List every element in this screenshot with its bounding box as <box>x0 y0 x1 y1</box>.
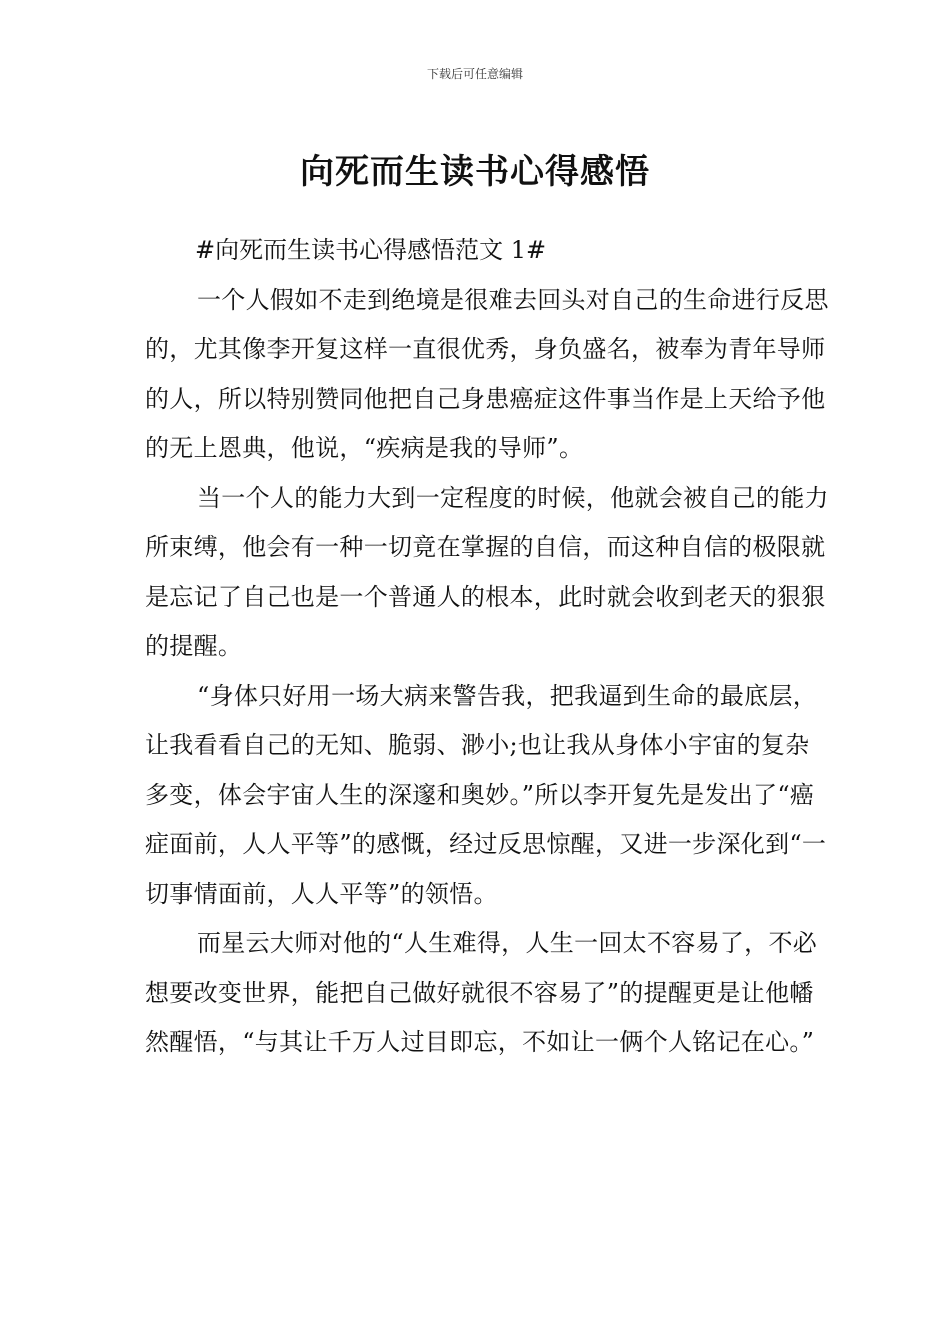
document-title: 向死而生读书心得感悟 <box>300 151 650 192</box>
header-note: 下载后可任意编辑 <box>426 67 523 81</box>
section-heading: #向死而生读书心得感悟范文 1# <box>195 236 547 264</box>
document-body <box>145 226 829 1068</box>
paragraph-2: 当一个人的能力大到一定程度的时候，他就会被自己的能力所束缚，他会有一种一切竟在掌握的自信，而这种自信的极限就是忘记了自己也是一个普通人的根本，此时就会收到老天的狠狠的提醒。 <box>145 483 829 660</box>
paragraph-3: “身体只好用一场大病来警告我，把我逼到生命的最底层，让我看看自己的无知、脆弱、渺小;也让我从身体小宇宙的复杂多变，体会宇宙人生的深邃和奥妙。”所以李开复先是发出了“癌症面前，人人平等”的感慨，经过反思惊醒，又进一步深化到“一切事情面前，人人平等”的领悟。 <box>145 681 827 908</box>
paragraph-4: 而星云大师对他的“人生难得，人生一回太不容易了，不必想要改变世界，能把自己做好就很不容易了”的提醒更是让他幡然醒悟，“与其让千万人过目即忘，不如让一俩个人铭记在心。” <box>145 929 818 1056</box>
paragraph-1: 一个人假如不走到绝境是很难去回头对自己的生命进行反思的，尤其像李开复这样一直很优秀，身负盛名，被奉为青年导师的人，所以特别赞同他把自己身患癌症这件事当作是上天给予他的无上恩典，他说，“疾病是我的导师”。 <box>145 285 829 462</box>
